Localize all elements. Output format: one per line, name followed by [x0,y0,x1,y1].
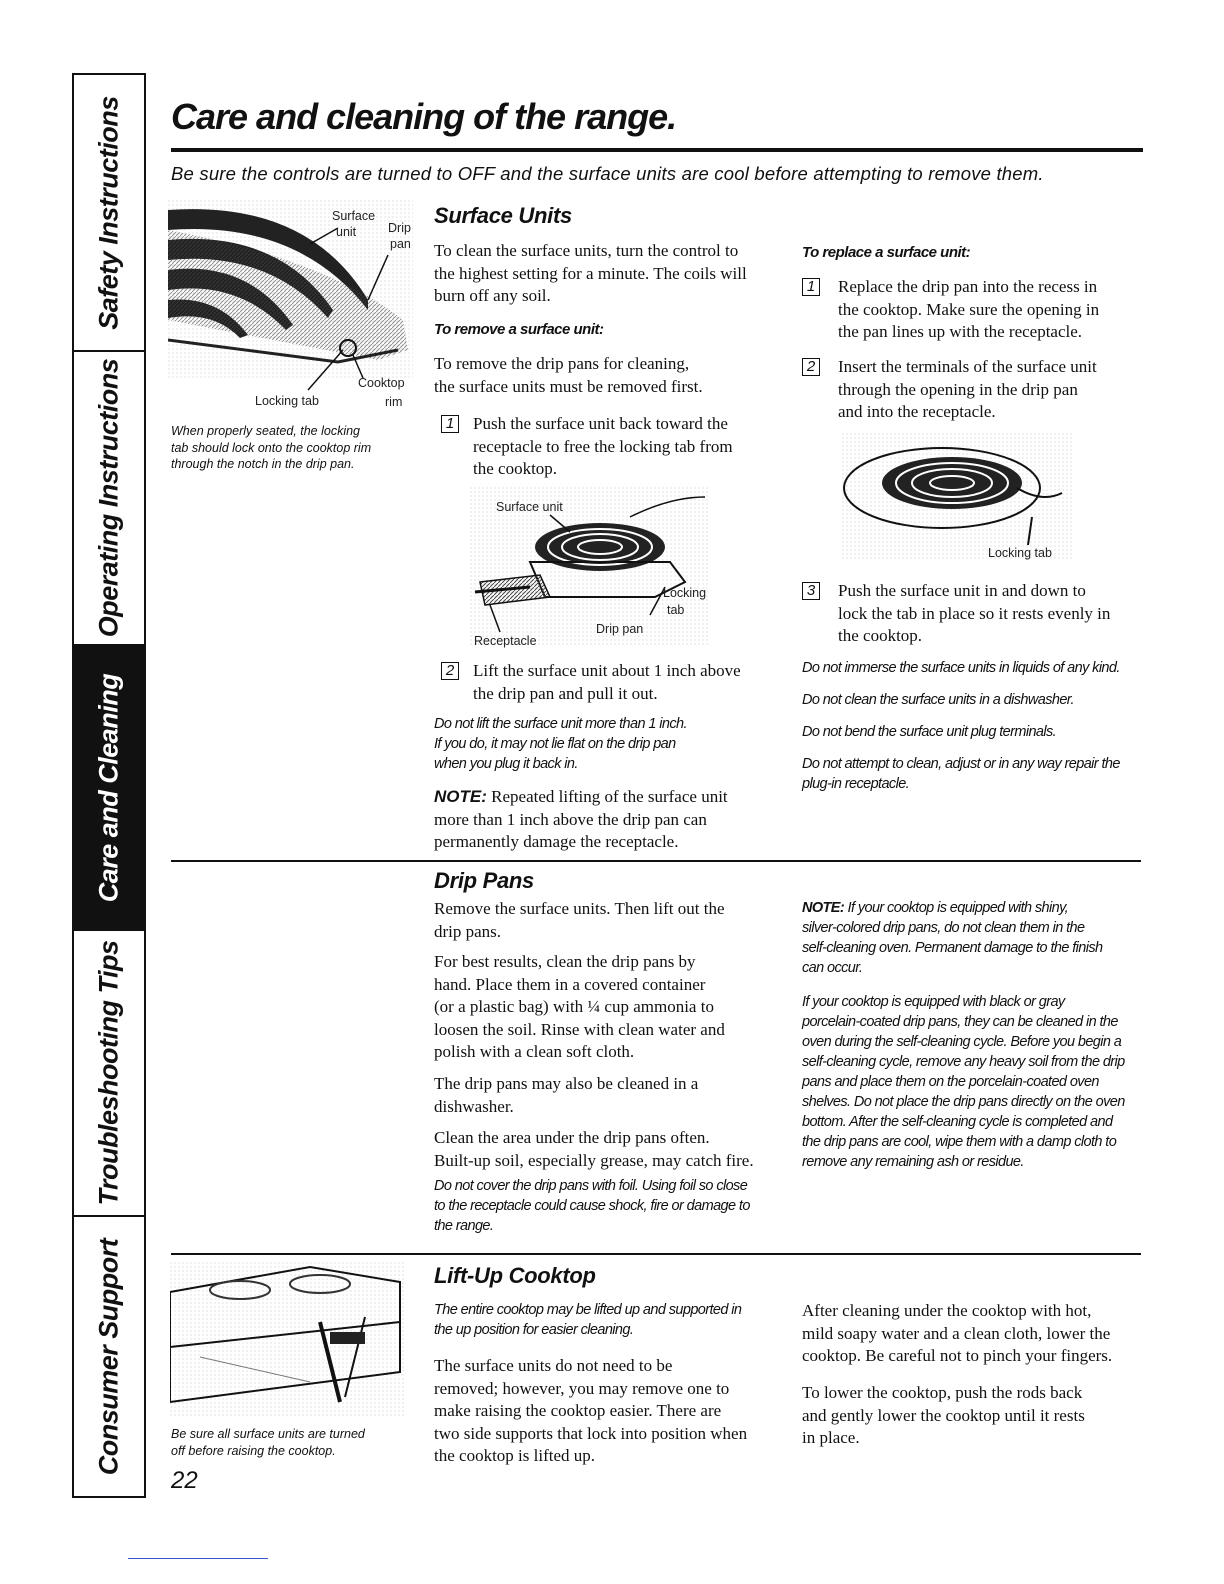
text-line: (or a plastic bag) with ¼ cup ammonia to [434,997,714,1016]
remove-step-1 [441,413,781,483]
text-line: the cooktop. Make sure the opening in [838,299,1100,319]
text-line: porcelain-coated drip pans, they can be cleaned in the [802,1014,1118,1030]
replace-step-1 [802,276,1142,346]
label-surface-unit-2: unit [336,225,357,239]
text-line: through the opening in the drip pan [838,379,1078,399]
tab-label: Troubleshooting Tips [93,940,124,1206]
text-line: drip pans. [434,921,502,941]
text-line: Replace the drip pan into the recess in [838,277,1098,296]
label-locking: Locking [663,586,707,600]
step-number: 1 [441,415,459,433]
text-line: removed; however, you may remove one to [434,1378,730,1398]
lift-up-caption [171,1426,365,1459]
lift-up-para [434,1355,747,1468]
surface-unit-warning-4 [802,754,1120,794]
drip-pans-note [802,898,1102,978]
text-line: For best results, clean the drip pans by [434,952,696,971]
lift-warning [434,714,687,774]
step-text [473,660,741,705]
tab-label: Consumer Support [93,1238,124,1475]
step-text [838,276,1099,344]
text-line: Do not attempt to clean, adjust or in any way repair the [802,756,1120,772]
tab-operating-instructions[interactable] [74,352,144,646]
text-line: plug-in receptacle. [802,776,910,792]
step-number: 3 [802,582,820,600]
remove-step-2 [441,660,781,710]
step-text [838,580,1110,648]
tab-troubleshooting-tips[interactable] [74,931,144,1217]
step-number: 2 [441,662,459,680]
step-text [838,356,1097,424]
text-line: pans and place them on the porcelain-coated oven [802,1074,1099,1090]
text-line: hand. Place them in a covered container [434,974,706,994]
section-tabs [72,73,146,1498]
step-number: 2 [802,358,820,376]
label-cooktop: Cooktop [358,376,405,390]
tab-label: Operating Instructions [93,358,124,638]
section-heading-drip-pans: Drip Pans [434,868,534,893]
page-title: Care and cleaning of the range. [171,96,677,137]
caption-line: through the notch in the drip pan. [171,457,355,471]
text-line: To lower the cooktop, push the rods back [802,1383,1083,1402]
text-line: in place. [802,1428,860,1447]
drip-pans-para-1 [434,898,725,943]
caption-line: tab should lock onto the cooktop rim [171,440,372,455]
text-line: bottom. After the self-cleaning cycle is completed and [802,1114,1113,1130]
text-line: If your cooktop is equipped with shiny, [844,900,1069,916]
footer-link-line [128,1558,268,1559]
text-line: shelves. Do not place the drip pans directly on the oven [802,1094,1125,1110]
text-line: If you do, it may not lie flat on the drip pan [434,736,676,752]
text-line: Do not lift the surface unit more than 1 inch. [434,716,687,732]
text-line: Insert the terminals of the surface unit [838,357,1097,376]
lower-cooktop-para-2 [802,1382,1085,1450]
surface-unit-warning-2: Do not clean the surface units in a dishwasher. [802,692,1074,708]
text-line: Do not cover the drip pans with foil. Using foil so close [434,1178,748,1194]
text-line: self-cleaning cycle, remove any heavy soil from the drip [802,1054,1125,1070]
text-line: the range. [434,1218,494,1234]
text-line: when you plug it back in. [434,756,578,772]
text-line: polish with a clean soft cloth. [434,1042,635,1061]
tab-safety-instructions[interactable] [74,75,144,352]
text-line: Lift the surface unit about 1 inch above [473,661,741,680]
text-line: The entire cooktop may be lifted up and supported in [434,1302,742,1318]
text-line: burn off any soil. [434,286,551,305]
page-number: 22 [171,1467,198,1494]
text-line: lock the tab in place so it rests evenly in [838,603,1111,623]
text-line: Push the surface unit back toward the [473,414,728,433]
text-line: to the receptacle could cause shock, fire or damage to [434,1198,750,1214]
text-line: mild soapy water and a clean cloth, lower the [802,1323,1111,1343]
text-line: the drip pans are cool, wipe them with a damp cloth to [802,1134,1117,1150]
lift-up-cooktop-illustration [170,1262,410,1422]
note-label: NOTE: [434,787,487,806]
label-drip-pan: Drip pan [596,622,644,636]
text-line: silver-colored drip pans, do not clean them in the [802,920,1085,936]
text-line: the drip pan and pull it out. [473,683,658,703]
step-number: 1 [802,278,820,296]
text-line: two side supports that lock into position when [434,1423,748,1443]
text-line: remove any remaining ash or residue. [802,1154,1024,1170]
label-locking-tab: Locking tab [988,546,1052,560]
caption-line: When properly seated, the locking [171,424,360,438]
receptacle-note [434,786,728,854]
subheading-replace-surface-unit: To replace a surface unit: [802,244,971,261]
section-divider [171,1253,1141,1255]
caption-line: off before raising the cooktop. [171,1443,336,1458]
surface-units-intro [434,240,747,308]
text-line: Clean the area under the drip pans often. [434,1128,710,1147]
label-locking-tab: Locking tab [255,394,319,408]
lift-up-intro [434,1300,741,1340]
section-divider [171,860,1141,862]
drip-pans-para-3 [434,1073,698,1118]
surface-unit-removal-illustration [470,487,715,657]
text-line: self-cleaning oven. Permanent damage to the finish [802,940,1103,956]
drip-pans-para-2 [434,951,725,1064]
label-receptacle: Receptacle [474,634,537,648]
label-surface-unit: Surface [332,209,376,223]
note-label: NOTE: [802,900,845,916]
title-rule [171,148,1143,152]
text-line: the cooktop is lifted up. [434,1446,596,1465]
foil-warning [434,1176,750,1236]
lower-cooktop-para-1 [802,1300,1112,1368]
label-drip-pan: Drip [388,221,411,235]
text-line: Push the surface unit in and down to [838,581,1086,600]
text-line: the surface units must be removed first. [434,376,703,396]
tab-consumer-support[interactable] [74,1217,144,1496]
caption-line: Be sure all surface units are turned [171,1427,365,1441]
text-line: receptacle to free the locking tab from [473,436,733,456]
text-line: the pan lines up with the receptacle. [838,322,1083,341]
tab-care-and-cleaning[interactable] [74,646,144,931]
text-line: the up position for easier cleaning. [434,1322,634,1338]
step-text [473,413,733,481]
section-heading-surface-units: Surface Units [434,203,572,228]
page-subtitle: Be sure the controls are turned to OFF and the surface units are cool before attempting to remove them. [171,163,1044,184]
surface-unit-installed-illustration [842,433,1074,568]
drip-pans-para-4 [434,1127,754,1172]
text-line: make raising the cooktop easier. There are [434,1401,722,1420]
text-line: the highest setting for a minute. The coils will [434,263,747,283]
text-line: more than 1 inch above the drip pan can [434,809,707,829]
text-line: cooktop. Be careful not to pinch your fingers. [802,1346,1113,1365]
replace-step-3 [802,580,1142,650]
text-line: The surface units do not need to be [434,1356,673,1375]
section-heading-lift-up-cooktop: Lift-Up Cooktop [434,1263,596,1288]
tab-label: Care and Cleaning [93,673,124,902]
text-line: oven during the self-cleaning cycle. Before you begin a [802,1034,1122,1050]
surface-unit-warning-3: Do not bend the surface unit plug terminals. [802,724,1057,740]
text-line: the cooktop. [838,626,923,645]
text-line: To remove the drip pans for cleaning, [434,354,690,373]
replace-step-2 [802,356,1142,426]
text-line: permanently damage the receptacle. [434,832,679,851]
text-line: loosen the soil. Rinse with clean water and [434,1019,725,1039]
surface-unit-seated-illustration [168,200,418,415]
label-drip-pan-2: pan [390,237,411,251]
figure1-caption [171,423,371,473]
text-line: and into the receptacle. [838,402,996,421]
text-line: If your cooktop is equipped with black or gray [802,994,1065,1010]
text-line: Remove the surface units. Then lift out the [434,899,725,918]
label-surface-unit: Surface unit [496,500,563,514]
label-tab: tab [667,603,685,617]
label-cooktop-rim: rim [385,395,403,409]
text-line: dishwasher. [434,1096,514,1116]
text-line: the cooktop. [473,459,558,478]
remove-intro [434,353,703,398]
surface-unit-warning-1: Do not immerse the surface units in liquids of any kind. [802,660,1120,676]
porcelain-drip-pans-note [802,992,1125,1172]
subheading-remove-surface-unit: To remove a surface unit: [434,321,604,338]
text-line: Repeated lifting of the surface unit [486,787,728,806]
text-line: can occur. [802,960,863,976]
text-line: To clean the surface units, turn the control to [434,241,739,260]
text-line: The drip pans may also be cleaned in a [434,1074,699,1093]
text-line: Built-up soil, especially grease, may catch fire. [434,1150,754,1170]
text-line: After cleaning under the cooktop with hot, [802,1301,1092,1320]
text-line: and gently lower the cooktop until it rests [802,1405,1085,1425]
tab-label: Safety Instructions [93,95,124,330]
